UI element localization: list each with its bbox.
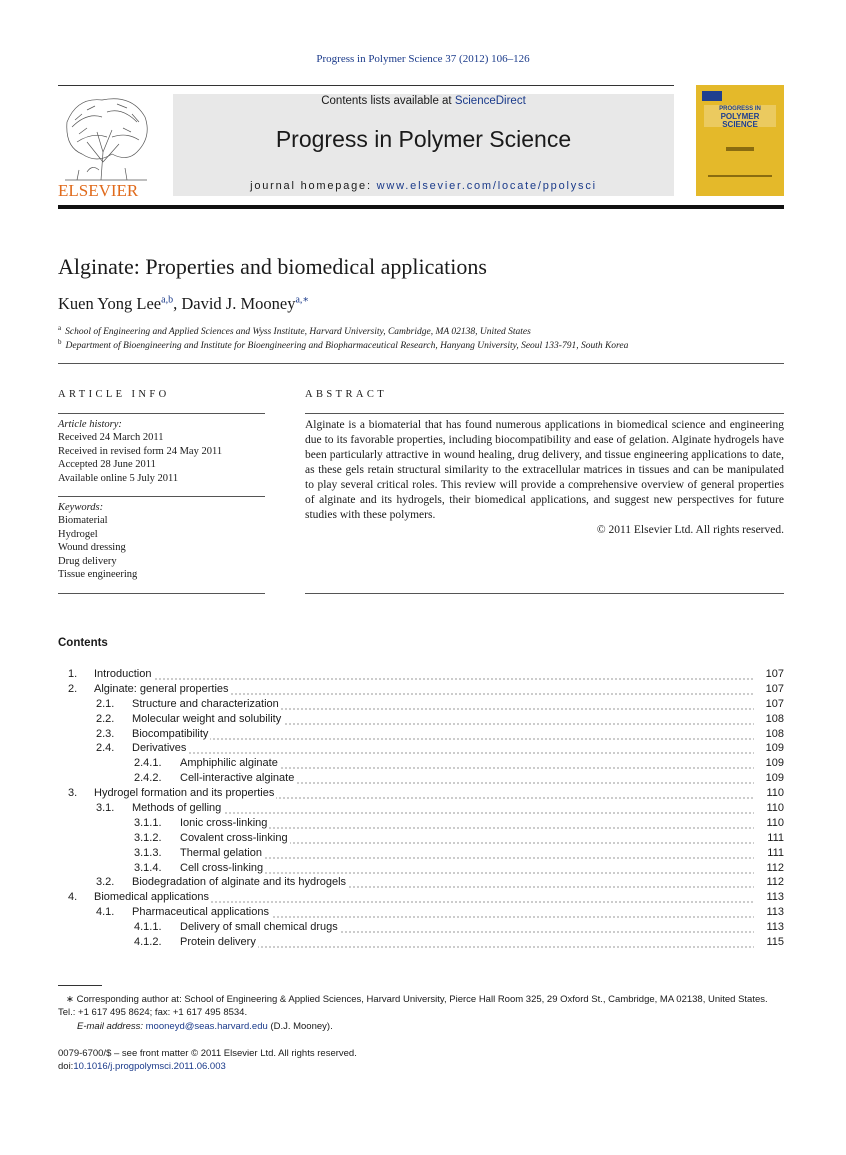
cover-footer-line xyxy=(708,175,772,177)
author-2-affil[interactable]: a,∗ xyxy=(295,294,310,306)
toc-label[interactable] xyxy=(180,831,754,846)
toc-entry[interactable] xyxy=(58,741,784,756)
journal-citation: Progress in Polymer Science 37 (2012) 106–126 xyxy=(316,53,530,65)
article-history xyxy=(58,418,222,485)
toc-number: 3.1.2. xyxy=(134,831,162,844)
keyword: Wound dressing xyxy=(58,542,126,554)
toc-number: 3.2. xyxy=(96,876,115,889)
article-title: Alginate: Properties and biomedical applications xyxy=(58,254,487,279)
toc-label[interactable] xyxy=(132,905,754,920)
cover-title-line3: SCIENCE xyxy=(722,120,758,129)
homepage-prefix: journal homepage: xyxy=(250,180,377,192)
toc-label-text: Molecular weight and solubility xyxy=(132,712,282,725)
cover-title-line1: PROGRESS IN xyxy=(719,106,761,112)
abstract xyxy=(305,418,784,538)
toc-entry[interactable] xyxy=(58,861,784,876)
toc-label-text: Introduction xyxy=(94,668,152,680)
toc-label-text: Thermal gelation xyxy=(180,846,262,859)
journal-cover xyxy=(696,85,784,196)
toc-label[interactable] xyxy=(180,861,754,876)
toc-number: 4.1. xyxy=(96,906,115,919)
toc-page: 107 xyxy=(765,697,784,710)
keyword: Hydrogel xyxy=(58,528,98,540)
footnote-rule xyxy=(58,985,102,986)
info-bottom-rule xyxy=(58,593,265,594)
toc-entry[interactable] xyxy=(58,875,784,890)
affiliation-mark: b xyxy=(58,338,62,346)
history-revised: Received in revised form 24 May 2011 xyxy=(58,445,223,457)
toc-entry[interactable] xyxy=(58,727,784,742)
cover-ornament xyxy=(726,147,754,151)
toc-entry[interactable] xyxy=(58,920,784,935)
toc-page: 110 xyxy=(766,816,784,829)
header-thick-rule xyxy=(58,205,784,209)
toc-entry[interactable] xyxy=(58,890,784,905)
toc-page: 108 xyxy=(765,727,784,740)
toc-number: 4. xyxy=(68,891,78,904)
contents-prefix: Contents lists available at xyxy=(321,95,455,107)
email-link[interactable]: mooneyd@seas.harvard.edu xyxy=(145,1020,268,1032)
toc-number: 3. xyxy=(68,787,78,800)
toc-label[interactable] xyxy=(94,667,754,682)
toc-label[interactable] xyxy=(180,935,754,950)
contents-availability xyxy=(173,95,674,107)
issn-line: 0079-6700/$ – see front matter © 2011 Elsevier Ltd. All rights reserved. xyxy=(58,1048,357,1059)
keyword: Tissue engineering xyxy=(58,569,138,581)
toc-label-text: Ionic cross-linking xyxy=(180,816,268,829)
doi-line xyxy=(58,1060,357,1073)
affiliation-mark: a xyxy=(58,324,62,332)
toc-entry[interactable] xyxy=(58,905,784,920)
toc-page: 113 xyxy=(766,891,784,904)
toc-page: 109 xyxy=(765,757,784,770)
abstract-heading: ABSTRACT xyxy=(305,389,388,400)
toc-label-text: Hydrogel formation and its properties xyxy=(94,787,275,800)
abstract-rule xyxy=(305,413,784,414)
abstract-copyright: © 2011 Elsevier Ltd. All rights reserved. xyxy=(596,524,784,536)
sciencedirect-link[interactable]: ScienceDirect xyxy=(454,95,526,107)
toc-entry[interactable] xyxy=(58,831,784,846)
toc-entry[interactable] xyxy=(58,756,784,771)
toc-label[interactable] xyxy=(132,801,754,816)
affiliation-rule xyxy=(58,363,784,364)
toc-number: 3.1. xyxy=(96,802,115,815)
toc-page: 113 xyxy=(766,906,784,919)
toc-label-text: Protein delivery xyxy=(180,936,256,949)
toc-label[interactable] xyxy=(94,682,754,697)
email-note xyxy=(58,1020,784,1033)
toc-page: 109 xyxy=(765,742,784,755)
author-2: David J. Mooney xyxy=(181,294,296,313)
homepage-link[interactable]: www.elsevier.com/locate/ppolysci xyxy=(376,180,597,192)
toc-page: 112 xyxy=(766,876,784,889)
toc-label-text: Biomedical applications xyxy=(94,891,209,904)
author-separator: , xyxy=(173,294,182,313)
doi-link[interactable]: 10.1016/j.progpolymsci.2011.06.003 xyxy=(73,1061,226,1073)
toc-number: 2. xyxy=(68,682,78,695)
toc-entry[interactable] xyxy=(58,771,784,786)
corresponding-author-note xyxy=(58,993,784,1020)
toc-label[interactable] xyxy=(180,771,754,786)
toc-entry[interactable] xyxy=(58,935,784,950)
toc-label-text: Cell-interactive alginate xyxy=(180,772,295,785)
toc-label-text: Biodegradation of alginate and its hydrogels xyxy=(132,876,347,889)
toc-label-text: Cell cross-linking xyxy=(180,861,264,874)
author-list xyxy=(58,294,309,314)
toc-label-text: Amphiphilic alginate xyxy=(180,757,278,770)
header-rule xyxy=(58,85,674,86)
history-received: Received 24 March 2011 xyxy=(58,432,164,444)
toc-label[interactable] xyxy=(132,741,754,756)
toc-entry[interactable] xyxy=(58,801,784,816)
toc-label-text: Pharmaceutical applications xyxy=(132,906,269,919)
toc-entry[interactable] xyxy=(58,667,784,682)
elsevier-tree-icon xyxy=(57,92,155,202)
abstract-bottom-rule xyxy=(305,593,784,594)
toc-number: 1. xyxy=(68,668,78,680)
toc-label[interactable] xyxy=(180,846,754,861)
elsevier-wordmark: ELSEVIER xyxy=(58,181,139,200)
abstract-text: Alginate is a biomaterial that has found numerous applications in biomedical science and engineering due to its favorable properties, including biocompatibility and ease of gelation. Alginate hydrogels have been particularly attractive in wound healing, drug delivery, and tissue engineering applications to date, as these gels retain structural similarity to the extracellular matrices in tissues and can be manipulated to play several critical roles. This review will provide a comprehensive overview of general properties of alginate and its hydrogels, their biomedical applications, and suggest new perspectives for future studies with these polymers. xyxy=(305,419,784,521)
toc-page: 112 xyxy=(766,861,784,874)
toc-label[interactable] xyxy=(132,727,754,742)
toc-number: 3.1.3. xyxy=(134,846,162,859)
affiliation-text: School of Engineering and Applied Sciences and Wyss Institute, Harvard University, Cambridge, MA 02138, United States xyxy=(65,327,531,338)
toc-label-text: Covalent cross-linking xyxy=(180,831,288,844)
elsevier-logo xyxy=(57,92,155,202)
doi-prefix: doi: xyxy=(58,1061,74,1073)
email-label: E-mail address: xyxy=(77,1020,143,1032)
keyword: Biomaterial xyxy=(58,515,108,527)
journal-homepage xyxy=(173,180,674,192)
table-of-contents xyxy=(58,667,784,950)
toc-page: 111 xyxy=(767,846,784,859)
front-matter xyxy=(58,1047,357,1074)
history-online: Available online 5 July 2011 xyxy=(58,472,179,484)
toc-label-text: Biocompatibility xyxy=(132,727,209,740)
toc-number: 2.4.1. xyxy=(134,757,162,770)
toc-label[interactable] xyxy=(94,890,754,905)
toc-label[interactable] xyxy=(94,786,754,801)
cover-title-line2: POLYMER xyxy=(720,112,760,121)
toc-label-text: Structure and characterization xyxy=(132,697,279,710)
author-1-affil[interactable]: a,b xyxy=(161,294,174,306)
keywords-rule xyxy=(58,496,265,497)
article-info-rule xyxy=(58,413,265,414)
toc-page: 107 xyxy=(765,682,784,695)
email-suffix: (D.J. Mooney). xyxy=(267,1020,333,1032)
article-info-heading: ARTICLE INFO xyxy=(58,389,170,400)
footnote xyxy=(58,993,784,1033)
toc-label-text: Delivery of small chemical drugs xyxy=(180,921,338,934)
toc-number: 4.1.2. xyxy=(134,936,162,949)
affiliation-a xyxy=(58,324,531,337)
affiliation-b xyxy=(58,338,628,351)
toc-label[interactable] xyxy=(132,697,754,712)
toc-page: 109 xyxy=(765,772,784,785)
toc-label[interactable] xyxy=(132,712,754,727)
toc-label-text: Derivatives xyxy=(132,742,187,755)
affiliation-text: Department of Bioengineering and Institute for Bioengineering and Biopharmaceutical Research, Hanyang University, Seoul 133-791, South Korea xyxy=(65,341,629,352)
toc-number: 2.4. xyxy=(96,742,115,755)
toc-label-text: Alginate: general properties xyxy=(94,682,229,695)
cover-elsevier-badge xyxy=(702,91,722,101)
toc-number: 4.1.1. xyxy=(134,921,162,934)
toc-entry[interactable] xyxy=(58,786,784,801)
toc-label[interactable] xyxy=(132,875,754,890)
toc-page: 113 xyxy=(766,921,784,934)
toc-number: 2.1. xyxy=(96,697,115,710)
keywords-label: Keywords: xyxy=(58,502,104,513)
footnote-mark: ∗ xyxy=(66,994,74,1005)
toc-label[interactable] xyxy=(180,920,754,935)
contents-heading: Contents xyxy=(58,637,108,649)
footnote-text: Corresponding author at: School of Engineering & Applied Sciences, Harvard University, Pierce Hall Room 325, 29 Oxford St., Cambridge, MA 02138, United States. Tel.: +1 617 495 8624; fax: +1 617 495 8534. xyxy=(58,994,768,1019)
toc-number: 3.1.4. xyxy=(134,861,162,874)
toc-page: 110 xyxy=(766,787,784,800)
keyword: Drug delivery xyxy=(58,555,117,567)
history-accepted: Accepted 28 June 2011 xyxy=(58,459,156,471)
toc-number: 2.3. xyxy=(96,727,115,740)
toc-page: 107 xyxy=(765,668,784,680)
toc-label[interactable] xyxy=(180,756,754,771)
keywords xyxy=(58,501,137,581)
toc-entry[interactable] xyxy=(58,712,784,727)
toc-number: 2.4.2. xyxy=(134,772,162,785)
history-label: Article history: xyxy=(58,419,122,430)
toc-page: 111 xyxy=(767,831,784,844)
toc-label[interactable] xyxy=(180,816,754,831)
toc-entry[interactable] xyxy=(58,682,784,697)
toc-page: 115 xyxy=(766,936,784,949)
toc-entry[interactable] xyxy=(58,697,784,712)
toc-entry[interactable] xyxy=(58,816,784,831)
toc-number: 2.2. xyxy=(96,712,115,725)
toc-page: 108 xyxy=(765,712,784,725)
toc-page: 110 xyxy=(766,802,784,815)
toc-label-text: Methods of gelling xyxy=(132,802,222,815)
author-1: Kuen Yong Lee xyxy=(58,294,162,313)
journal-title: Progress in Polymer Science xyxy=(275,126,572,152)
toc-entry[interactable] xyxy=(58,846,784,861)
toc-number: 3.1.1. xyxy=(134,816,162,829)
